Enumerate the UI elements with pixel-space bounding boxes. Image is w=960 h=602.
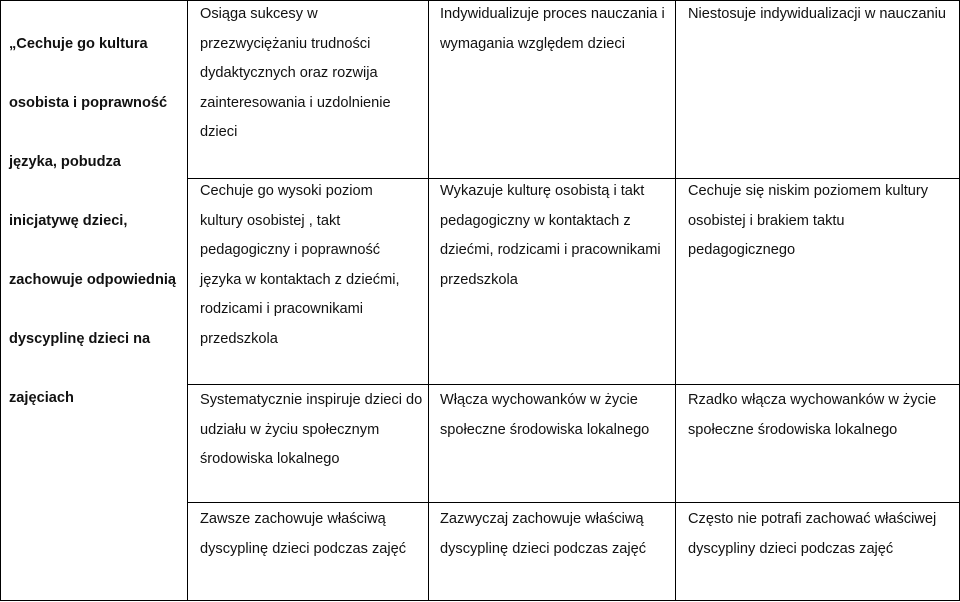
criterion-medium: Zazwyczaj zachowuje właściwą dyscyplinę dzieci podczas zajęć (440, 511, 647, 557)
category-line: osobista i poprawność (9, 94, 168, 111)
category-line: „Cechuje go kultura (9, 35, 148, 52)
row-divider (187, 384, 960, 385)
criterion-high: Cechuje go wysoki poziom kultury osobistej , takt pedagogiczny i poprawność języka w kontaktach z dziećmi, rodzicami i pracownikami przedszkola (200, 183, 400, 347)
row-divider (187, 502, 960, 503)
criterion-low: Często nie potrafi zachować właściwej dyscypliny dzieci podczas zajęć (688, 511, 937, 557)
criterion-low: Rzadko włącza wychowanków w życie społeczne środowiska lokalnego (688, 392, 937, 438)
column-divider (187, 0, 188, 600)
category-line: języka, pobudza (9, 153, 121, 170)
category-line: zachowuje odpowiednią (9, 271, 177, 288)
criterion-low: Niestosuje indywidualizacji w nauczaniu (688, 6, 946, 22)
category-line: inicjatywę dzieci, (9, 212, 128, 229)
criterion-high: Zawsze zachowuje właściwą dyscyplinę dzieci podczas zajęć (200, 511, 407, 557)
column-divider (675, 0, 676, 600)
criterion-medium: Włącza wychowanków w życie społeczne środowiska lokalnego (440, 392, 650, 438)
table-border (0, 0, 1, 600)
criterion-medium: Indywidualizuje proces nauczania i wymagania względem dzieci (440, 6, 665, 52)
criterion-high: Osiąga sukcesy w przezwyciężaniu trudności dydaktycznych oraz rozwija zainteresowania i uzdolnienie dzieci (200, 6, 391, 140)
category-line: zajęciach (9, 389, 74, 406)
criterion-low: Cechuje się niskim poziomem kultury osobistej i brakiem taktu pedagogicznego (688, 183, 929, 258)
table-border (0, 600, 960, 601)
left-category-cell (9, 0, 185, 443)
category-line: dyscyplinę dzieci na (9, 330, 151, 347)
criterion-medium: Wykazuje kulturę osobistą i takt pedagogiczny w kontaktach z dziećmi, rodzicami i pracownikami przedszkola (440, 183, 661, 288)
column-divider (428, 0, 429, 600)
criterion-high: Systematycznie inspiruje dzieci do udziału w życiu społecznym środowiska lokalnego (200, 392, 423, 467)
